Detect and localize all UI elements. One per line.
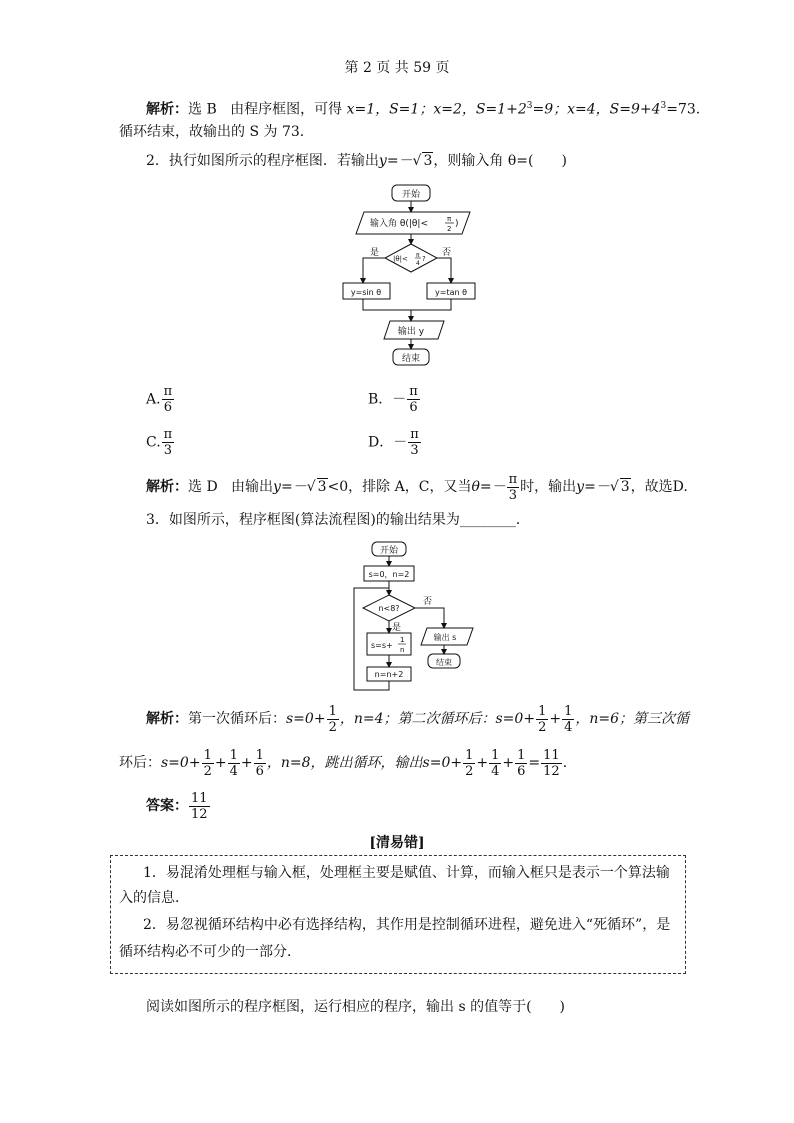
frac-num: 11 — [543, 747, 560, 763]
flow-output-label: 输出 y — [397, 327, 425, 337]
q3-flowchart — [345, 538, 485, 693]
solution-text: <0，排除 A，C，又当 — [327, 479, 472, 495]
errors-item2-line1: 2．易忽视循环结构中必有选择结构，其作用是控制循环进程，避免进入“死循环”，是 — [143, 917, 671, 933]
last-question: 阅读如图所示的程序框图，运行相应的程序，输出 s 的值等于( ) — [146, 999, 566, 1015]
solution-fraction — [202, 748, 214, 779]
frac-den: 2 — [203, 763, 212, 779]
frac-num: 1 — [203, 747, 212, 763]
flow-yes-label: 是 — [370, 248, 380, 258]
q3-solution-line1 — [146, 702, 689, 736]
option-sign: － — [392, 391, 407, 408]
flow-no-label: 否 — [442, 248, 452, 258]
q3-flow-output: 输出 s — [433, 633, 457, 642]
option-letter: C. — [146, 434, 161, 451]
sqrt-value: 3 — [317, 479, 327, 495]
solution-label: 解析： — [146, 101, 188, 118]
frac-den: 4 — [564, 719, 573, 735]
frac-num: π — [163, 384, 173, 399]
frac-num: π — [410, 427, 419, 442]
q3-flow-cond: n<8? — [378, 604, 400, 613]
errors-item1-line2: 入的信息． — [119, 890, 189, 906]
answer-fraction — [189, 791, 210, 822]
q2-stem-formula: y=－ — [378, 153, 413, 169]
errors-item2-line2: 循环结构必不可少的一部分． — [119, 944, 301, 960]
q2-flowchart — [330, 178, 490, 373]
q2-stem-text: 2．执行如图所示的程序框图．若输出 — [146, 153, 379, 169]
frac-num: 11 — [191, 790, 208, 806]
solution-formula: s=0+ — [286, 711, 326, 727]
q3-flow-update-s: s=s+ — [371, 641, 393, 650]
errors-title: [清易错] — [369, 835, 425, 851]
frac-num: 1 — [229, 747, 238, 763]
q3-stem: 3．如图所示，程序框图(算法流程图)的输出结果为________． — [146, 512, 530, 528]
solution-text: ，故选D. — [630, 479, 688, 495]
q2-stem — [146, 151, 567, 171]
q3-solution-line2 — [119, 746, 567, 780]
solution-fraction — [327, 704, 339, 735]
frac-num: 1 — [517, 747, 526, 763]
solution-text: 由程序框图，可得 — [230, 101, 343, 118]
solution-fraction — [541, 748, 562, 779]
plus-sign: + — [549, 711, 562, 727]
formula-part: =73. — [666, 101, 701, 118]
frac-den: 12 — [543, 763, 560, 779]
solution-text: 由输出 — [231, 479, 274, 495]
option-a[interactable] — [146, 384, 175, 415]
option-b[interactable] — [368, 384, 421, 415]
solution-fraction — [228, 748, 240, 779]
answer-label: 答案： — [146, 798, 188, 814]
q2-solution — [146, 470, 688, 504]
frac-num: 1 — [538, 703, 547, 719]
solution-formula: y=－ — [273, 479, 307, 495]
frac-den: 3 — [508, 487, 518, 503]
flow-input-frac-den: 2 — [447, 225, 452, 233]
plus-sign: + — [214, 755, 227, 771]
option-letter: A. — [146, 391, 161, 408]
q3-flow-init: s=0，n=2 — [368, 570, 410, 579]
flow-cond-label: |θ|< — [393, 255, 408, 263]
errors-item1-line1: 1．易混淆处理框与输入框，处理框主要是赋值、计算，而输入框只是表示一个算法输 — [143, 865, 670, 881]
q2-stem-end: ，则输入角 θ=( ) — [433, 153, 567, 169]
formula-part: x=1，S=1；x=2，S=1+2 — [346, 101, 527, 118]
q3-flow-no: 否 — [423, 597, 433, 607]
solution-formula: s=0+ — [495, 711, 536, 727]
flow-cond-end: ? — [422, 255, 426, 263]
option-fraction — [162, 384, 175, 415]
page-header: 第 2 页 共 59 页 — [344, 60, 450, 76]
q3-flow-update-n: n=n+2 — [374, 670, 404, 679]
solution-text: 环后： — [119, 755, 161, 771]
frac-num: 1 — [491, 747, 500, 763]
frac-den: 2 — [538, 719, 547, 735]
plus-sign: + — [240, 755, 253, 771]
solution-choice: 选 D — [188, 479, 218, 495]
sqrt-value: 3 — [423, 153, 433, 169]
solution-text: ，n=4；第二次循环后： — [339, 711, 496, 727]
option-d[interactable] — [368, 427, 422, 458]
option-letter: D． — [368, 434, 394, 451]
option-fraction — [407, 384, 420, 415]
option-fraction — [408, 427, 421, 458]
sqrt-symbol: √ — [412, 153, 422, 169]
option-c[interactable] — [146, 427, 175, 458]
plus-sign: + — [502, 755, 515, 771]
frac-num: 1 — [255, 747, 264, 763]
solution-text: ，n=6；第三次循 — [575, 711, 690, 727]
q1-solution-line1 — [146, 96, 700, 120]
solution-formula: θ=－ — [471, 479, 506, 495]
frac-num: π — [163, 427, 173, 442]
frac-den: 12 — [191, 806, 208, 822]
solution-formula: s=0+ — [422, 755, 463, 771]
flow-input-end: ) — [455, 219, 459, 229]
exponent: 3 — [526, 101, 533, 111]
plus-sign: + — [476, 755, 489, 771]
q3-flow-update-den: n — [400, 646, 405, 654]
frac-num: π — [409, 384, 418, 399]
period: . — [562, 755, 568, 771]
solution-text: 时，输出 — [520, 479, 577, 495]
q3-answer — [146, 789, 211, 823]
solution-fraction — [515, 748, 527, 779]
frac-den: 2 — [328, 719, 337, 735]
solution-fraction — [463, 748, 475, 779]
formula-part: =9；x=4，S=9+4 — [532, 101, 661, 118]
frac-den: 6 — [517, 763, 526, 779]
solution-fraction — [254, 748, 266, 779]
q3-flow-end: 结束 — [436, 658, 452, 667]
frac-num: 1 — [564, 703, 573, 719]
sqrt-symbol: √ — [609, 479, 619, 495]
option-sign: － — [393, 434, 408, 451]
frac-num: 1 — [328, 703, 337, 719]
frac-den: 4 — [229, 763, 238, 779]
sqrt-symbol: √ — [306, 479, 316, 495]
flow-cond-frac-den: 4 — [416, 260, 420, 267]
flow-input-label: 输入角 θ(|θ|< — [370, 219, 428, 229]
flow-sin-label: y=sin θ — [350, 288, 382, 297]
flow-cond-frac-num: π — [416, 252, 420, 259]
exponent: 3 — [660, 101, 667, 111]
solution-formula: s=0+ — [161, 755, 201, 771]
solution-fraction — [536, 704, 548, 735]
frac-num: π — [508, 471, 518, 487]
frac-den: 3 — [163, 443, 173, 458]
sqrt-value: 3 — [620, 479, 630, 495]
equals-sign: = — [528, 755, 541, 771]
flow-start-label: 开始 — [401, 190, 421, 200]
q3-flow-yes: 是 — [392, 623, 402, 633]
solution-text: ，n=8，跳出循环，输出 — [266, 755, 423, 771]
solution-choice: 选 B — [188, 101, 217, 118]
solution-fraction — [489, 748, 501, 779]
q3-flow-update-num: 1 — [400, 636, 405, 644]
flow-input-frac-num: π — [447, 215, 452, 223]
solution-label: 解析： — [146, 479, 188, 495]
flow-end-label: 结束 — [401, 354, 421, 364]
option-fraction — [162, 427, 175, 458]
frac-den: 2 — [465, 763, 474, 779]
frac-num: 1 — [465, 747, 474, 763]
frac-den: 3 — [410, 443, 419, 458]
frac-den: 6 — [163, 400, 172, 415]
flow-tan-label: y=tan θ — [435, 288, 467, 297]
option-letter: B． — [368, 391, 393, 408]
solution-text: 第一次循环后： — [188, 711, 286, 727]
q3-flow-start: 开始 — [379, 546, 399, 556]
solution-fraction — [562, 704, 574, 735]
frac-den: 6 — [409, 400, 418, 415]
frac-den: 6 — [255, 763, 264, 779]
q1-solution-line2: 循环结束，故输出的 S 为 73. — [119, 124, 305, 140]
solution-label: 解析： — [146, 711, 188, 727]
frac-den: 4 — [491, 763, 500, 779]
solution-formula: y=－ — [576, 479, 610, 495]
solution-fraction — [507, 472, 520, 503]
